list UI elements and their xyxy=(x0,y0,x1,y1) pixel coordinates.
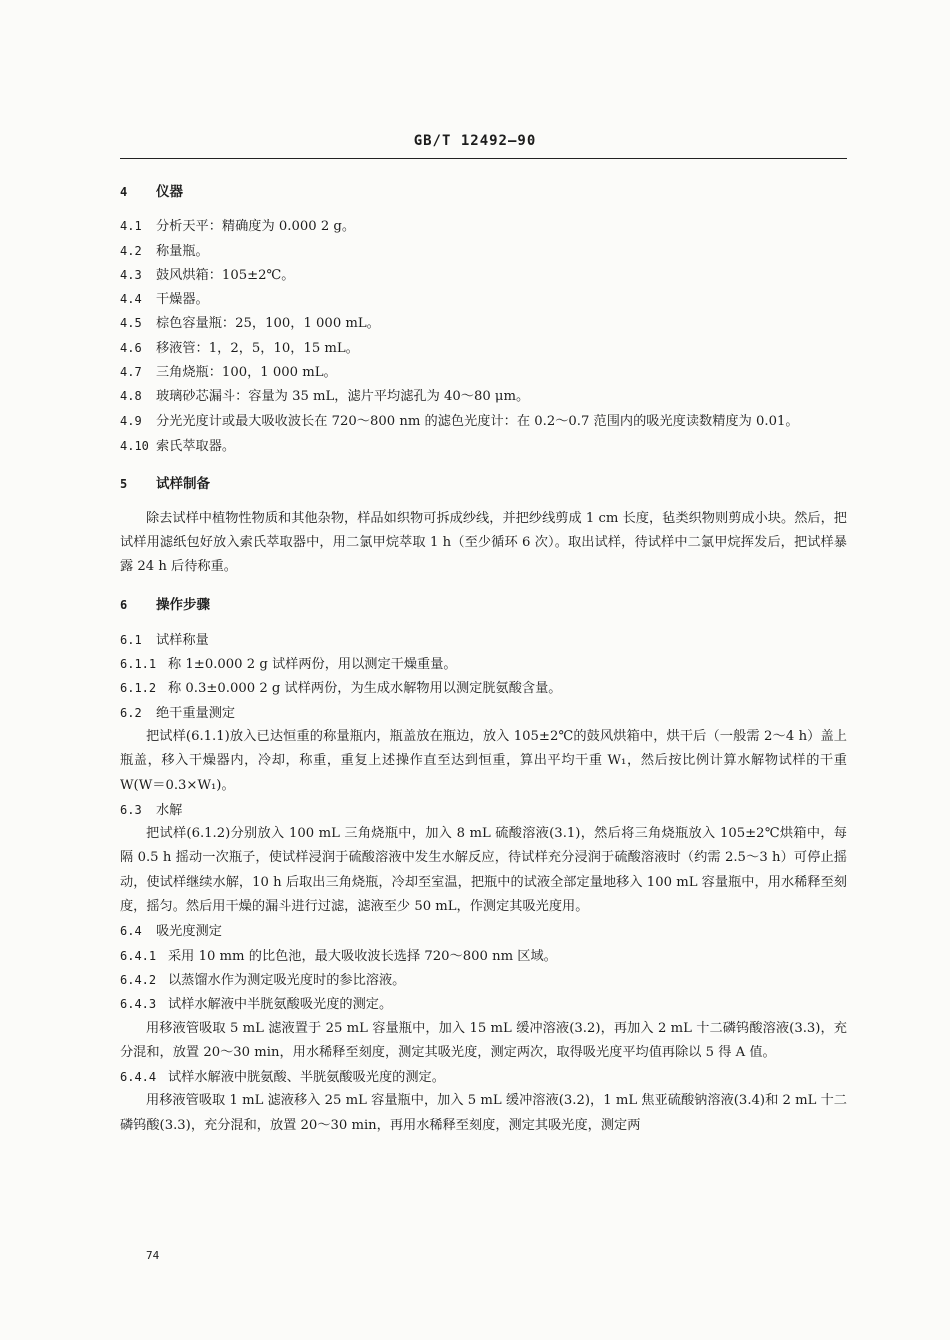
clause-6-1-2 xyxy=(120,676,847,700)
clause-number: 6.1.2 xyxy=(120,681,157,696)
clause-text: 三角烧瓶：100，1 000 mL。 xyxy=(156,365,337,381)
clause-number: 6.1.1 xyxy=(120,657,157,672)
clause-number: 6.1 xyxy=(120,632,142,647)
instrument-item xyxy=(120,409,847,434)
section-5-heading xyxy=(120,472,847,496)
clause-text: 干燥器。 xyxy=(156,292,209,308)
clause-number: 4.2 xyxy=(120,243,142,258)
clause-number: 4.10 xyxy=(120,438,149,453)
clause-text: 以蒸馏水作为测定吸光度时的参比溶液。 xyxy=(168,972,406,988)
clause-6-3 xyxy=(120,798,847,822)
document-body xyxy=(120,180,847,1138)
clause-6-1 xyxy=(120,628,847,652)
clause-text: 棕色容量瓶：25，100，1 000 mL。 xyxy=(156,316,380,332)
clause-number: 4.4 xyxy=(120,292,142,307)
clause-text: 移液管：1，2，5，10，15 mL。 xyxy=(156,340,359,356)
clause-number: 4.7 xyxy=(120,365,142,380)
instrument-item xyxy=(120,336,847,360)
clause-text: 索氏萃取器。 xyxy=(156,438,236,454)
clause-number: 6.4.1 xyxy=(120,948,157,963)
clause-text: 分析天平：精确度为 0.000 2 g。 xyxy=(156,219,356,235)
clause-text: 试样称量 xyxy=(156,632,209,648)
instrument-item xyxy=(120,214,847,238)
clause-text: 玻璃砂芯漏斗：容量为 35 mL，滤片平均滤孔为 40～80 μm。 xyxy=(156,389,530,405)
clause-6-4-1 xyxy=(120,944,847,968)
dry-weight-paragraph: 把试样(6.1.1)放入已达恒重的称量瓶内，瓶盖放在瓶边，放入 105±2℃的鼓风烘箱中，烘干后（一般需 2～4 h）盖上瓶盖，移入干燥器内，冷却，称重，重复上述操作直至达到恒重，算出平均干重 W₁，然后按比例计算水解物试样的干重 W(W＝0.3×W₁)。 xyxy=(120,728,847,793)
clause-text: 绝干重量测定 xyxy=(156,705,236,721)
clause-number: 6.2 xyxy=(120,705,142,720)
standard-code-header: GB/T 12492—90 xyxy=(413,133,537,149)
instrument-item xyxy=(120,434,847,458)
section-number: 5 xyxy=(120,477,128,492)
clause-text: 吸光度测定 xyxy=(156,924,222,940)
clause-number: 4.6 xyxy=(120,340,142,355)
section-title: 仪器 xyxy=(156,184,183,200)
clause-number: 4.1 xyxy=(120,219,142,234)
clause-text: 采用 10 mm 的比色池，最大吸收波长选择 720～800 nm 区域。 xyxy=(168,948,557,964)
section-number: 4 xyxy=(120,185,128,199)
instrument-item xyxy=(120,263,847,287)
clause-6-1-1 xyxy=(120,652,847,676)
instrument-item xyxy=(120,384,847,408)
section-title: 试样制备 xyxy=(156,476,210,493)
clause-text: 水解 xyxy=(156,802,183,818)
clause-6-4 xyxy=(120,919,847,943)
instrument-item xyxy=(120,360,847,384)
clause-text: 分光光度计或最大吸收波长在 720～800 nm 的滤色光度计：在 0.2～0.7 范围内的吸光度读数精度为 0.01。 xyxy=(156,413,799,429)
clause-number: 6.4 xyxy=(120,924,142,939)
clause-6-4-4 xyxy=(120,1065,847,1089)
header-rule xyxy=(120,158,847,159)
clause-6-2 xyxy=(120,701,847,725)
clause-number: 6.4.3 xyxy=(120,997,157,1012)
clause-number: 4.8 xyxy=(120,389,142,404)
clause-text: 称 0.3±0.000 2 g 试样两份，为生成水解物用以测定胱氨酸含量。 xyxy=(168,681,562,697)
clause-text: 称 1±0.000 2 g 试样两份，用以测定干燥重量。 xyxy=(168,657,457,673)
sample-preparation-paragraph: 除去试样中植物性物质和其他杂物，样品如织物可拆成纱线，并把纱线剪成 1 cm 长度，毡类织物则剪成小块。然后，把试样用滤纸包好放入索氏萃取器中，用二氯甲烷萃取 1 h（至少循环 6 次）。取出试样，待试样中二氯甲烷挥发后，把试样暴露 24 h 后待称重。 xyxy=(120,510,847,575)
clause-6-4-3 xyxy=(120,992,847,1016)
clause-number: 6.3 xyxy=(120,802,142,817)
instrument-list xyxy=(120,214,847,458)
clause-text: 鼓风烘箱：105±2℃。 xyxy=(156,267,295,283)
clause-text: 试样水解液中半胱氨酸吸光度的测定。 xyxy=(168,997,393,1013)
cysteine-measurement-paragraph: 用移液管吸取 5 mL 滤液置于 25 mL 容量瓶中，加入 15 mL 缓冲溶液(3.2)，再加入 2 mL 十二磷钨酸溶液(3.3)，充分混和，放置 20～30 min，用水稀释至刻度，测定其吸光度，测定两次，取得吸光度平均值再除以 5 得 A 值。 xyxy=(120,1020,847,1060)
clause-number: 6.4.4 xyxy=(120,1070,157,1085)
clause-text: 称量瓶。 xyxy=(156,243,209,259)
cystine-measurement-paragraph: 用移液管吸取 1 mL 滤液移入 25 mL 容量瓶中，加入 5 mL 缓冲溶液(3.2)，1 mL 焦亚硫酸钠溶液(3.4)和 2 mL 十二磷钨酸(3.3)，充分混和，放置 20～30 min，再用水稀释至刻度，测定其吸光度，测定两 xyxy=(120,1093,847,1133)
clause-text: 试样水解液中胱氨酸、半胱氨酸吸光度的测定。 xyxy=(168,1070,445,1086)
section-4-heading xyxy=(120,180,847,204)
section-title: 操作步骤 xyxy=(156,597,210,614)
clause-number: 4.9 xyxy=(120,413,142,428)
clause-number: 6.4.2 xyxy=(120,972,157,987)
clause-number: 4.3 xyxy=(120,267,142,282)
page-number: 74 xyxy=(146,1249,160,1262)
instrument-item xyxy=(120,311,847,335)
instrument-item xyxy=(120,287,847,311)
section-number: 6 xyxy=(120,598,128,613)
clause-number: 4.5 xyxy=(120,316,142,331)
hydrolysis-paragraph: 把试样(6.1.2)分别放入 100 mL 三角烧瓶中，加入 8 mL 硫酸溶液(3.1)，然后将三角烧瓶放入 105±2℃烘箱中，每隔 0.5 h 摇动一次瓶子，使试样浸润于硫酸溶液中发生水解反应，待试样充分浸润于硫酸溶液时（约需 2.5～3 h）可停止摇动，使试样继续水解，10 h 后取出三角烧瓶，冷却至室温，把瓶中的试液全部定量地移入 100 mL 容量瓶中，用水稀释至刻度，摇匀。然后用干燥的漏斗进行过滤，滤液至少 50 mL，作测定其吸光度用。 xyxy=(120,826,847,915)
clause-6-4-2 xyxy=(120,968,847,992)
instrument-item xyxy=(120,239,847,263)
section-6-heading xyxy=(120,593,847,617)
